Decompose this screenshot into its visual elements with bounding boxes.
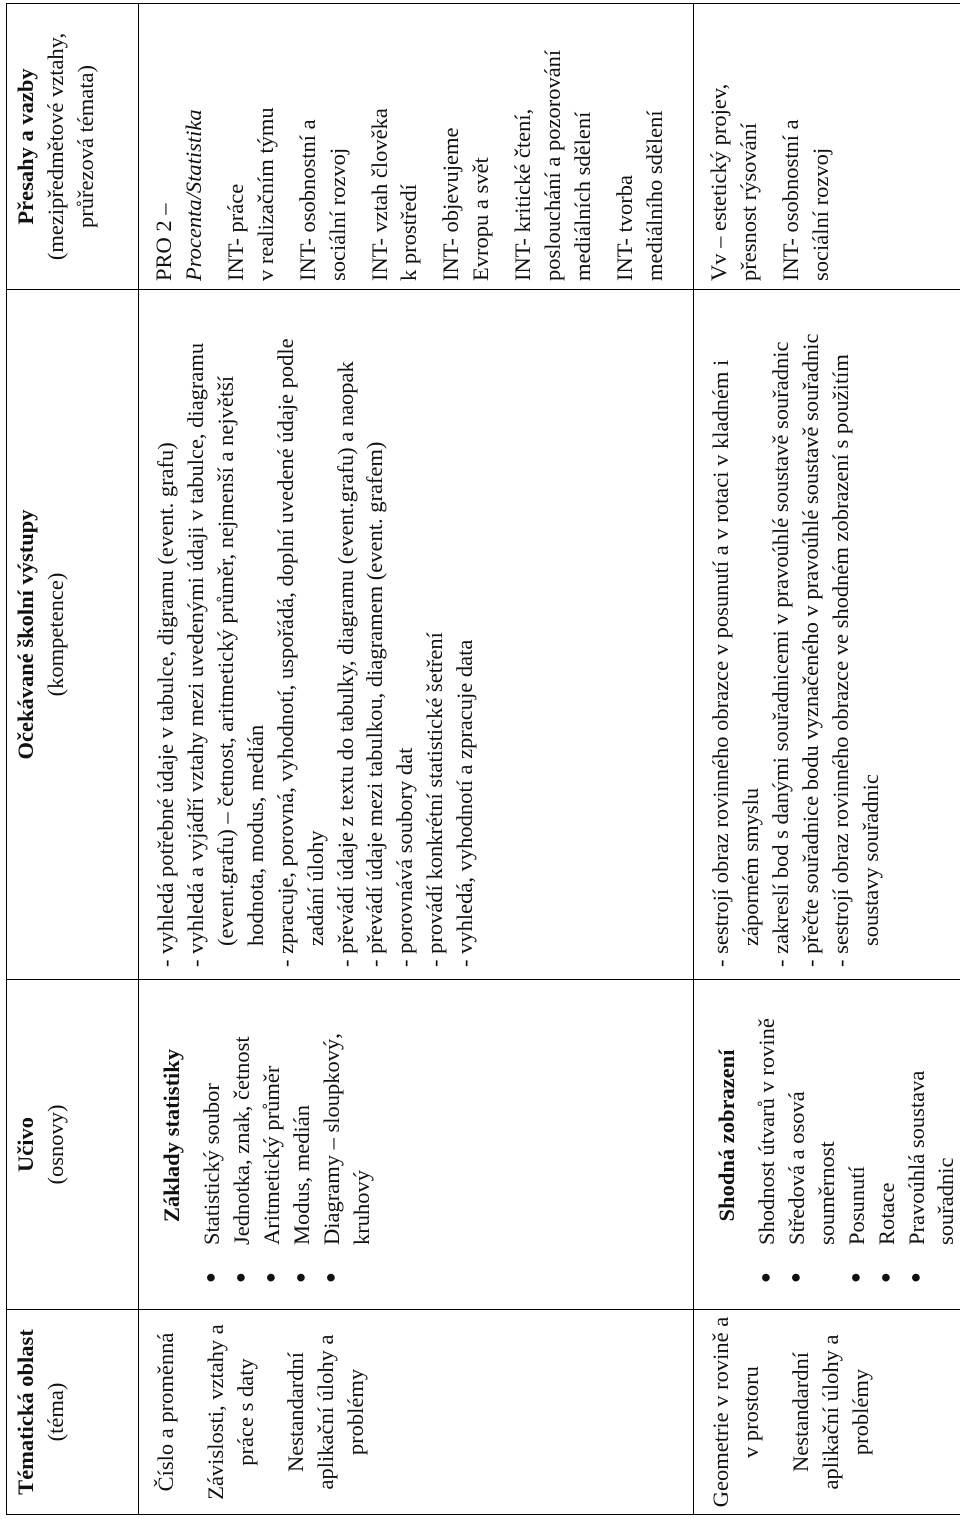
section-title: Základy statistiky	[159, 1048, 184, 1223]
outcome-line: - sestrojí obraz rovinného obrazce v posunutí a v rotaci v kladném i záporném smyslu	[708, 359, 763, 967]
content-cell	[139, 980, 694, 1310]
list-item: ● Rotace	[872, 988, 902, 1283]
content-list	[752, 988, 960, 1283]
cross-entry: INT- práce v realizačním týmu	[222, 107, 278, 281]
outcome-line: - převádí údaje mezi tabulkou, diagramem (event. grafem)	[362, 441, 388, 967]
header-area: Tématická oblast (téma)	[7, 1310, 139, 1515]
list-item: ● Statistický soubor	[197, 988, 227, 1283]
outcome-line: - vyhledá, vyhodnotí a zpracuje data	[452, 639, 478, 967]
outcome-line: - vyhledá potřebné údaje v tabulce, digramu (event. grafu)	[153, 442, 178, 967]
cross-entry: INT- kritické čtení, poslouchání a pozorování mediálních sdělení	[510, 49, 596, 281]
outcome-line: - vyhledá a vyjádří vztahy mezi uvedenými údaji v tabulce, diagramu (event.grafu) – četnost, aritmetický průměr, nejmenší a největší hodnota, modus, medián	[182, 342, 268, 967]
list-item: ● Diagramy – sloupkový, kruhový	[317, 988, 377, 1283]
cross-cell	[139, 4, 694, 290]
cross-entry: INT- tvorba mediálního sdělení	[611, 110, 667, 281]
header-outcomes: Očekávané školní výstupy (kompetence)	[7, 290, 139, 980]
list-item: ● Modus, medián	[287, 988, 317, 1283]
table-row	[139, 4, 694, 1515]
list-item: ● Posunutí	[842, 988, 872, 1283]
cross-entry: Vv – estetický projev, přesnost rýsování	[706, 83, 761, 281]
table-row	[694, 4, 960, 1515]
header-content: Učivo (osnovy)	[7, 980, 139, 1310]
outcome-line: - porovnává soubory dat	[392, 747, 418, 967]
list-item: ● Jednotka, znak, četnost	[227, 988, 257, 1283]
cross-cell	[694, 4, 960, 290]
section-title: Shodná zobrazení	[714, 1049, 739, 1222]
outcome-line: - přečte souřadnice bodu vyznačeného v pravoúhlé soustavě souřadnic	[797, 333, 823, 967]
list-item: ● Shodnost útvarů v rovině	[752, 988, 782, 1283]
cross-entry: INT- vztah člověka k prostředí	[366, 108, 422, 281]
cross-entry: PRO 2 – Procenta/Statistika	[151, 109, 206, 281]
area-cell: Geometrie v rovině a v prostoru Nestandardní aplikační úlohy a problémy	[694, 1310, 960, 1515]
list-item: ● Aritmetický průměr	[257, 988, 287, 1283]
outcome-line: - zpracuje, porovná, vyhodnotí, uspořádá, doplní uvedené údaje podle zadání úlohy	[272, 338, 328, 967]
list-item: ● Středová a osová souměrnost	[782, 988, 842, 1283]
outcome-line: - převádí údaje z textu do tabulky, diagramu (event.grafu) a naopak	[332, 361, 358, 967]
cross-entry: INT- osobnostní a sociální rozvoj	[294, 119, 350, 281]
cross-entry: INT- osobnostní a sociální rozvoj	[777, 119, 833, 281]
outcome-line: - provádí konkrétní statistické šetření	[422, 632, 448, 967]
outcome-line: - zakreslí bod s danými souřadnicemi v pravoúhlé soustavě souřadnic	[767, 341, 793, 967]
list-item: ● Pravoúhlá soustava souřadnic	[902, 988, 960, 1283]
outcomes-cell	[694, 290, 960, 980]
content-cell	[694, 980, 960, 1310]
curriculum-table	[6, 3, 960, 1515]
outcomes-cell	[139, 290, 694, 980]
content-list	[197, 988, 377, 1283]
outcome-line: - sestrojí obraz rovinného obrazce ve shodném zobrazení s použitím soustavy souřadnic	[827, 354, 883, 967]
cross-entry: INT- objevujeme Evropu a svět	[438, 127, 494, 281]
area-cell: Číslo a proměnná Závislosti, vztahy a práce s daty Nestandardní aplikační úlohy a problémy	[139, 1310, 694, 1515]
header-cross: Přesahy a vazby (mezipředmětové vztahy, průřezová témata)	[7, 4, 139, 290]
header-row	[7, 4, 139, 1515]
